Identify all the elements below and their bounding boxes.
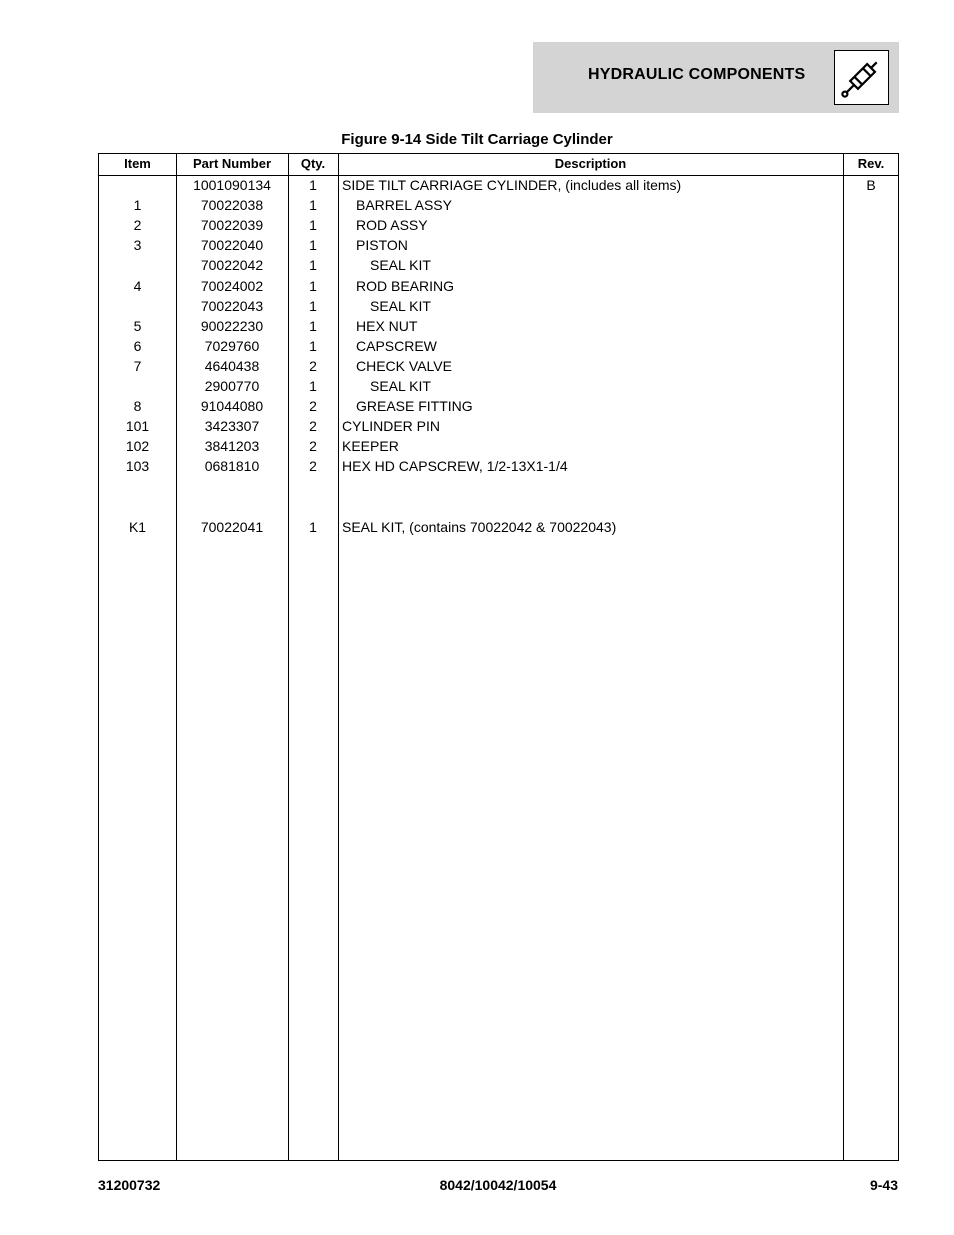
qty-cell: 1: [309, 277, 317, 294]
item-cell: 3: [133, 237, 142, 254]
part-number-cell: 90022230: [200, 317, 264, 334]
table-row: [99, 479, 898, 499]
footer-doc-number: 31200732: [98, 1177, 161, 1193]
table-row: [99, 257, 898, 277]
parts-table: [98, 153, 899, 1161]
part-number-cell: 70022038: [200, 197, 264, 214]
qty-cell: 1: [309, 197, 317, 214]
table-row: [99, 278, 898, 298]
table-row: [99, 499, 898, 519]
description-cell: CYLINDER PIN: [342, 418, 441, 435]
table-row: [99, 237, 898, 257]
table-row: [99, 458, 898, 478]
item-cell: 8: [133, 398, 142, 415]
item-cell: 2: [133, 217, 142, 234]
item-cell: 101: [125, 418, 150, 435]
part-number-cell: 7029760: [204, 337, 260, 354]
qty-cell: 1: [309, 317, 317, 334]
item-cell: K1: [128, 518, 147, 535]
table-row: [99, 338, 898, 358]
description-cell: CAPSCREW: [356, 337, 437, 354]
part-number-cell: 1001090134: [193, 177, 271, 193]
part-number-cell: 2900770: [204, 378, 260, 394]
column-header-rev: Rev.: [857, 156, 885, 171]
qty-cell: 2: [309, 357, 317, 374]
table-row: [99, 217, 898, 237]
description-cell: ROD BEARING: [356, 277, 455, 294]
qty-cell: 2: [309, 458, 317, 475]
part-number-cell: 70022043: [200, 297, 264, 314]
table-row: [99, 398, 898, 418]
part-number-cell: 70022039: [200, 217, 264, 234]
qty-cell: 2: [309, 418, 317, 435]
table-row: [99, 197, 898, 217]
description-cell: SEAL KIT: [370, 297, 431, 314]
qty-cell: 1: [309, 297, 317, 314]
description-cell: SEAL KIT, (contains 70022042 & 70022043): [342, 518, 617, 535]
part-number-cell: 70022042: [200, 257, 264, 274]
qty-cell: 1: [309, 378, 317, 394]
part-number-cell: 91044080: [200, 398, 264, 415]
description-cell: SEAL KIT: [370, 257, 431, 274]
table-row: [99, 177, 898, 197]
header-divider: [99, 175, 898, 176]
part-number-cell: 3841203: [204, 438, 260, 455]
part-number-cell: 70024002: [200, 277, 264, 294]
description-cell: SIDE TILT CARRIAGE CYLINDER, (includes all items): [342, 177, 682, 193]
description-cell: HEX NUT: [356, 317, 418, 334]
footer-page-number: 9-43: [869, 1177, 898, 1193]
column-header-item: Item: [124, 156, 151, 171]
table-row: [99, 298, 898, 318]
item-cell: 7: [133, 357, 142, 374]
table-row: [99, 418, 898, 438]
description-cell: BARREL ASSY: [356, 197, 452, 214]
description-cell: GREASE FITTING: [356, 398, 473, 415]
qty-cell: 1: [309, 237, 317, 254]
qty-cell: 1: [309, 217, 317, 234]
description-cell: CHECK VALVE: [356, 357, 452, 374]
item-cell: 102: [125, 438, 150, 455]
table-row: [99, 519, 898, 539]
column-header-part-number: Part Number: [192, 156, 272, 171]
table-row: [99, 438, 898, 458]
item-cell: 103: [125, 458, 150, 475]
section-title: HYDRAULIC COMPONENTS: [588, 66, 806, 83]
qty-cell: 2: [309, 398, 317, 415]
part-number-cell: 70022041: [200, 518, 264, 535]
qty-cell: 1: [309, 518, 317, 535]
table-row: [99, 318, 898, 338]
part-number-cell: 4640438: [204, 357, 260, 374]
hydraulic-cylinder-icon: [834, 50, 889, 105]
item-cell: 4: [133, 277, 142, 294]
table-row: [99, 358, 898, 378]
figure-title: Figure 9-14 Side Tilt Carriage Cylinder: [341, 131, 613, 148]
item-cell: 5: [133, 317, 142, 334]
column-header-description: Description: [554, 156, 627, 171]
description-cell: SEAL KIT: [370, 378, 431, 394]
qty-cell: 1: [309, 257, 317, 274]
part-number-cell: 0681810: [204, 458, 260, 475]
description-cell: PISTON: [356, 237, 408, 254]
qty-cell: 2: [309, 438, 317, 455]
qty-cell: 1: [309, 337, 317, 354]
description-cell: ROD ASSY: [356, 217, 428, 234]
table-row: [99, 378, 898, 398]
qty-cell: 1: [309, 177, 317, 193]
description-cell: KEEPER: [342, 438, 399, 455]
part-number-cell: 3423307: [204, 418, 260, 435]
part-number-cell: 70022040: [200, 237, 264, 254]
footer-models: 8042/10042/10054: [439, 1177, 557, 1193]
item-cell: 1: [133, 197, 142, 214]
column-header-qty: Qty.: [300, 156, 326, 171]
item-cell: 6: [133, 337, 142, 354]
description-cell: HEX HD CAPSCREW, 1/2-13X1-1/4: [342, 458, 568, 475]
rev-cell: B: [866, 177, 876, 193]
section-header: [533, 42, 899, 113]
